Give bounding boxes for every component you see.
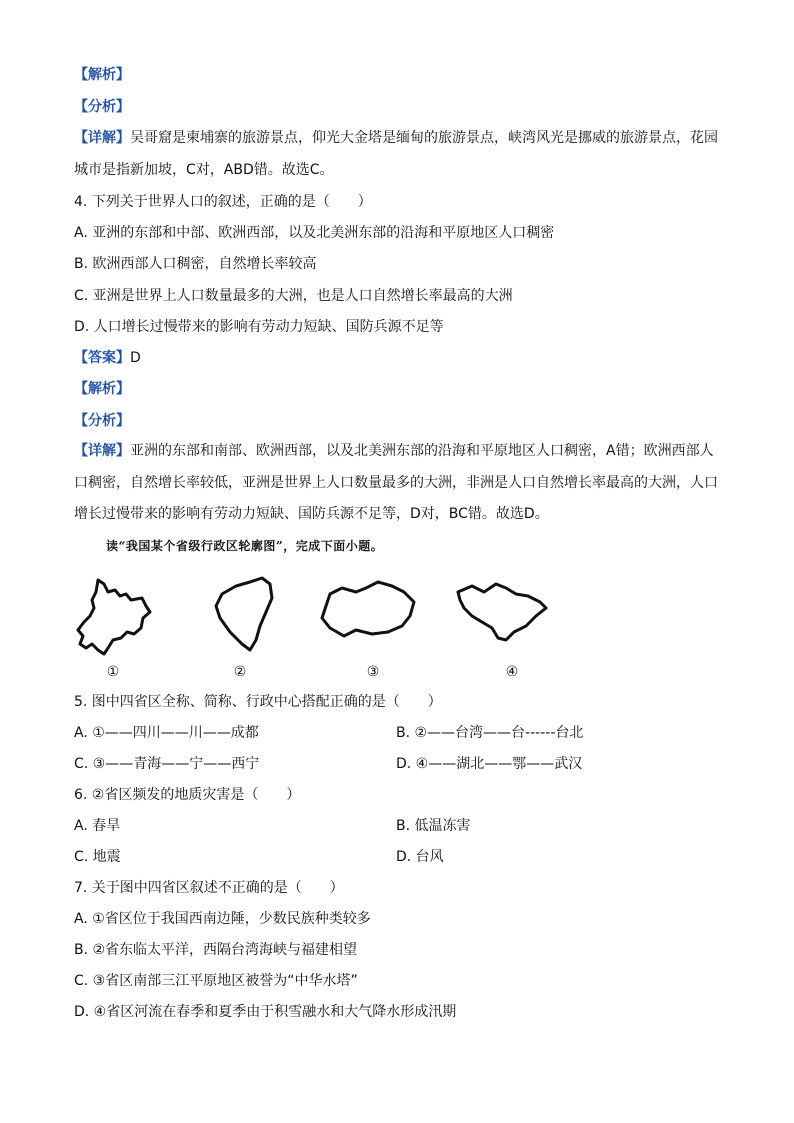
- q4-analysis-subtag: 【分析】: [74, 413, 130, 429]
- map-label-1: ①: [106, 664, 120, 680]
- q5-option-d: D. ④——湖北——鄂——武汉: [396, 756, 583, 772]
- answer-value: D: [130, 350, 141, 366]
- province-outline-figure: [0, 570, 794, 685]
- q3-explanation: [74, 123, 722, 186]
- q7-stem: 7. 关于图中四省区叙述不正确的是（ ）: [74, 880, 344, 896]
- q6-option-b: B. 低温冻害: [396, 818, 471, 834]
- q4-explanation: [74, 436, 722, 531]
- q4-stem: 4. 下列关于世界人口的叙述，正确的是（ ）: [74, 194, 372, 210]
- q5-option-c: C. ③——青海——宁——西宁: [74, 756, 260, 772]
- q7-option-b: B. ②省东临太平洋，西隔台湾海峡与福建相望: [74, 942, 358, 958]
- q5-option-b: B. ②——台湾——台------台北: [396, 725, 584, 741]
- q7-option-d: D. ④省区河流在春季和夏季由于积雪融水和大气降水形成汛期: [74, 1004, 457, 1020]
- q4-analysis-tag: 【解析】: [74, 381, 130, 397]
- q7-option-c: C. ③省区南部三江平原地区被誉为“中华水塔”: [74, 973, 358, 989]
- province-outline-3: [322, 582, 414, 636]
- q4-answer: [74, 349, 141, 367]
- province-outline-2: [216, 578, 272, 650]
- analysis-tag: 【解析】: [74, 67, 130, 83]
- q4-explanation-text: 亚洲的东部和南部、欧洲西部，以及北美洲东部的沿海和平原地区人口稠密，A错；欧洲西部人口稠密，自然增长率较低，亚洲是世界上人口数量最多的大洲，非洲是人口自然增长率最高的大洲，人口增长过慢带来的影响有劳动力短缺、国防兵源不足等，D对，BC错。故选D。: [74, 443, 718, 522]
- detail-tag: 【详解】: [74, 130, 130, 146]
- answer-tag: 【答案】: [74, 350, 130, 366]
- q4-option-d: D. 人口增长过慢带来的影响有劳动力短缺、国防兵源不足等: [74, 319, 444, 335]
- analysis-subtag: 【分析】: [74, 99, 130, 115]
- q4-option-c: C. 亚洲是世界上人口数量最多的大洲，也是人口自然增长率最高的大洲: [74, 288, 513, 304]
- q5-option-a: A. ①——四川——川——成都: [74, 725, 259, 741]
- q6-option-c: C. 地震: [74, 849, 121, 865]
- q4-option-b: B. 欧洲西部人口稠密，自然增长率较高: [74, 256, 317, 272]
- q4-option-a: A. 亚洲的东部和中部、欧洲西部，以及北美洲东部的沿海和平原地区人口稠密: [74, 225, 555, 241]
- q6-option-d: D. 台风: [396, 849, 444, 865]
- province-outline-4: [458, 584, 546, 640]
- q6-option-a: A. 春旱: [74, 818, 121, 834]
- q3-explanation-text: 吴哥窟是柬埔寨的旅游景点，仰光大金塔是缅甸的旅游景点，峡湾风光是挪威的旅游景点，花园城市是指新加坡，C对，ABD错。故选C。: [74, 130, 718, 178]
- figure-caption: 读“我国某个省级行政区轮廓图”，完成下面小题。: [106, 539, 384, 553]
- q7-option-a: A. ①省区位于我国西南边陲，少数民族种类较多: [74, 911, 371, 927]
- map-label-3: ③: [366, 664, 380, 680]
- province-outline-1: [78, 580, 150, 654]
- q5-stem: 5. 图中四省区全称、简称、行政中心搭配正确的是（ ）: [74, 694, 442, 710]
- q6-stem: 6. ②省区频发的地质灾害是（ ）: [74, 787, 301, 803]
- map-label-2: ②: [233, 664, 247, 680]
- map-label-4: ④: [505, 664, 519, 680]
- q4-detail-tag: 【详解】: [74, 443, 130, 459]
